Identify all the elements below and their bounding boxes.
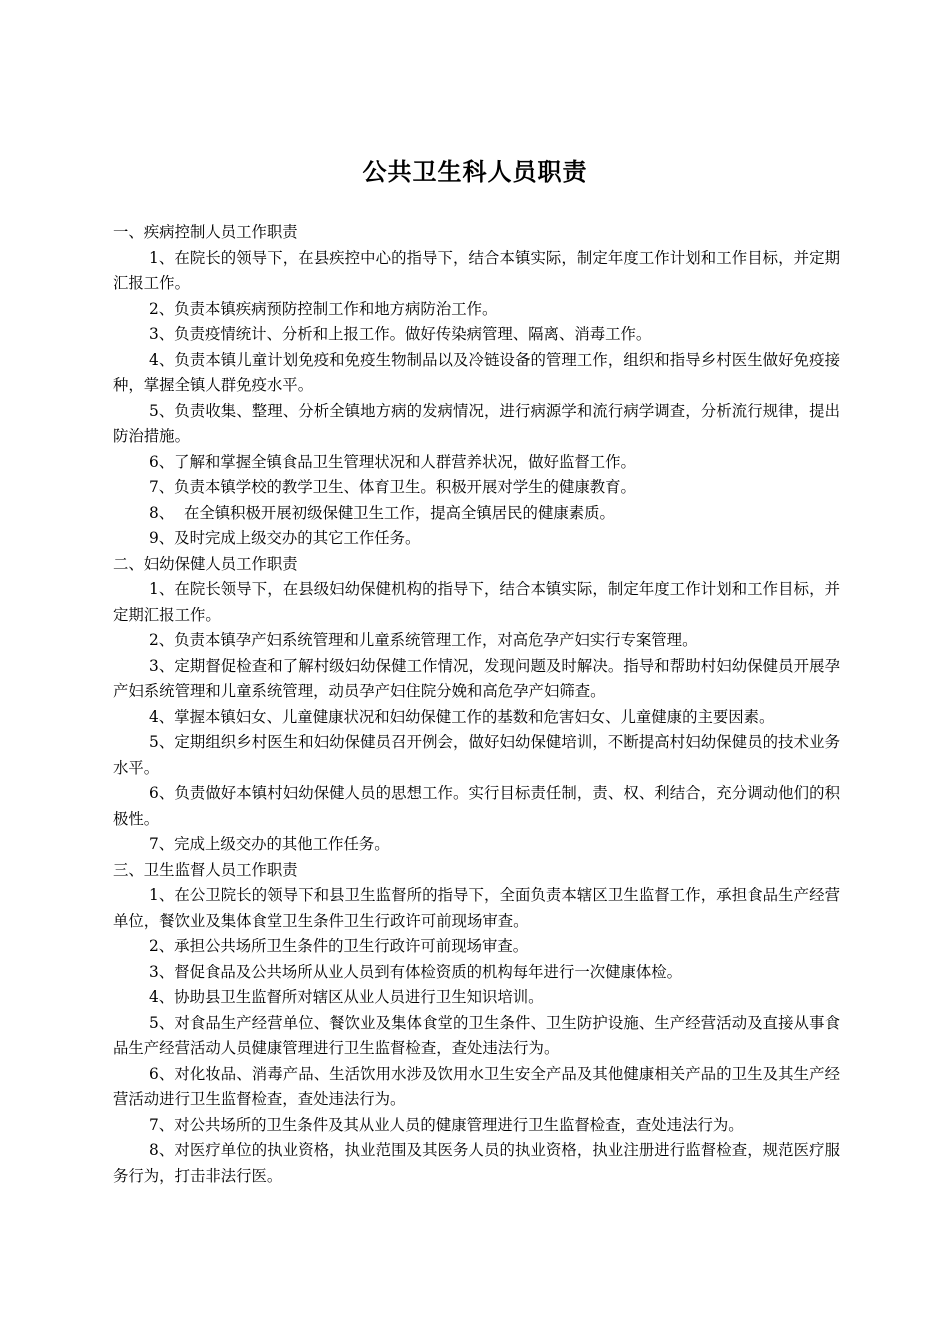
section-heading: 一、疾病控制人员工作职责 <box>113 223 298 241</box>
list-item: 7、对公共场所的卫生条件及其从业人员的健康管理进行卫生监督检查，查处违法行为。 <box>149 1115 744 1134</box>
list-item: 5、对食品生产经营单位、餐饮业及集体食堂的卫生条件、卫生防护设施、生产经营活动及直接从事食品生产经营活动人员健康管理进行卫生监督检查，查处违法行为。 <box>113 1013 840 1057</box>
list-item: 6、负责做好本镇村妇幼保健人员的思想工作。实行目标责任制，责、权、利结合，充分调动他们的积极性。 <box>113 784 840 828</box>
section-health-supervision <box>113 858 840 1190</box>
list-item: 3、定期督促检查和了解村级妇幼保健工作情况，发现问题及时解决。指导和帮助村妇幼保健员开展孕产妇系统管理和儿童系统管理，动员孕产妇住院分娩和高危孕产妇筛查。 <box>113 656 840 700</box>
list-item: 3、督促食品及公共场所从业人员到有体检资质的机构每年进行一次健康体检。 <box>149 962 683 981</box>
list-item: 1、在公卫院长的领导下和县卫生监督所的指导下，全面负责本辖区卫生监督工作，承担食品生产经营单位，餐饮业及集体食堂卫生条件卫生行政许可前现场审查。 <box>113 886 840 930</box>
list-item: 1、在院长的领导下，在县疾控中心的指导下，结合本镇实际，制定年度工作计划和工作目标，并定期汇报工作。 <box>113 248 840 292</box>
list-item: 5、定期组织乡村医生和妇幼保健员召开例会，做好妇幼保健培训，不断提高村妇幼保健员的技术业务水平。 <box>113 733 840 777</box>
page-title: 公共卫生科人员职责 <box>362 158 588 186</box>
list-item: 8、对医疗单位的执业资格，执业范围及其医务人员的执业资格，执业注册进行监督检查，规范医疗服务行为，打击非法行医。 <box>113 1141 840 1185</box>
list-item: 8、 在全镇积极开展初级保健卫生工作，提高全镇居民的健康素质。 <box>149 503 615 522</box>
list-item: 6、了解和掌握全镇食品卫生管理状况和人群营养状况，做好监督工作。 <box>149 452 636 471</box>
list-item: 2、承担公共场所卫生条件的卫生行政许可前现场审查。 <box>149 937 529 955</box>
list-item: 4、掌握本镇妇女、儿童健康状况和妇幼保健工作的基数和危害妇女、儿童健康的主要因素。 <box>149 707 775 726</box>
section-maternal-child-health <box>113 552 840 858</box>
list-item: 4、协助县卫生监督所对辖区从业人员进行卫生知识培训。 <box>149 988 544 1006</box>
list-item: 9、及时完成上级交办的其它工作任务。 <box>149 529 421 547</box>
section-heading: 三、卫生监督人员工作职责 <box>113 860 298 879</box>
list-item: 4、负责本镇儿童计划免疫和免疫生物制品以及冷链设备的管理工作，组织和指导乡村医生做好免疫接种，掌握全镇人群免疫水平。 <box>113 350 840 394</box>
section-heading: 二、妇幼保健人员工作职责 <box>113 554 298 573</box>
list-item: 1、在院长领导下，在县级妇幼保健机构的指导下，结合本镇实际，制定年度工作计划和工作目标，并定期汇报工作。 <box>113 580 840 624</box>
list-item: 7、负责本镇学校的教学卫生、体育卫生。积极开展对学生的健康教育。 <box>149 478 636 496</box>
list-item: 3、负责疫情统计、分析和上报工作。做好传染病管理、隔离、消毒工作。 <box>149 325 652 343</box>
section-disease-control <box>113 220 840 552</box>
list-item: 5、负责收集、整理、分析全镇地方病的发病情况，进行病源学和流行病学调查，分析流行规律，提出防治措施。 <box>113 401 840 445</box>
list-item: 6、对化妆品、消毒产品、生活饮用水涉及饮用水卫生安全产品及其他健康相关产品的卫生及其生产经营活动进行卫生监督检查，查处违法行为。 <box>113 1064 840 1108</box>
document-body <box>113 220 840 1189</box>
list-item: 7、完成上级交办的其他工作任务。 <box>149 835 390 853</box>
list-item: 2、负责本镇孕产妇系统管理和儿童系统管理工作，对高危孕产妇实行专案管理。 <box>149 631 698 649</box>
list-item: 2、负责本镇疾病预防控制工作和地方病防治工作。 <box>149 299 498 318</box>
